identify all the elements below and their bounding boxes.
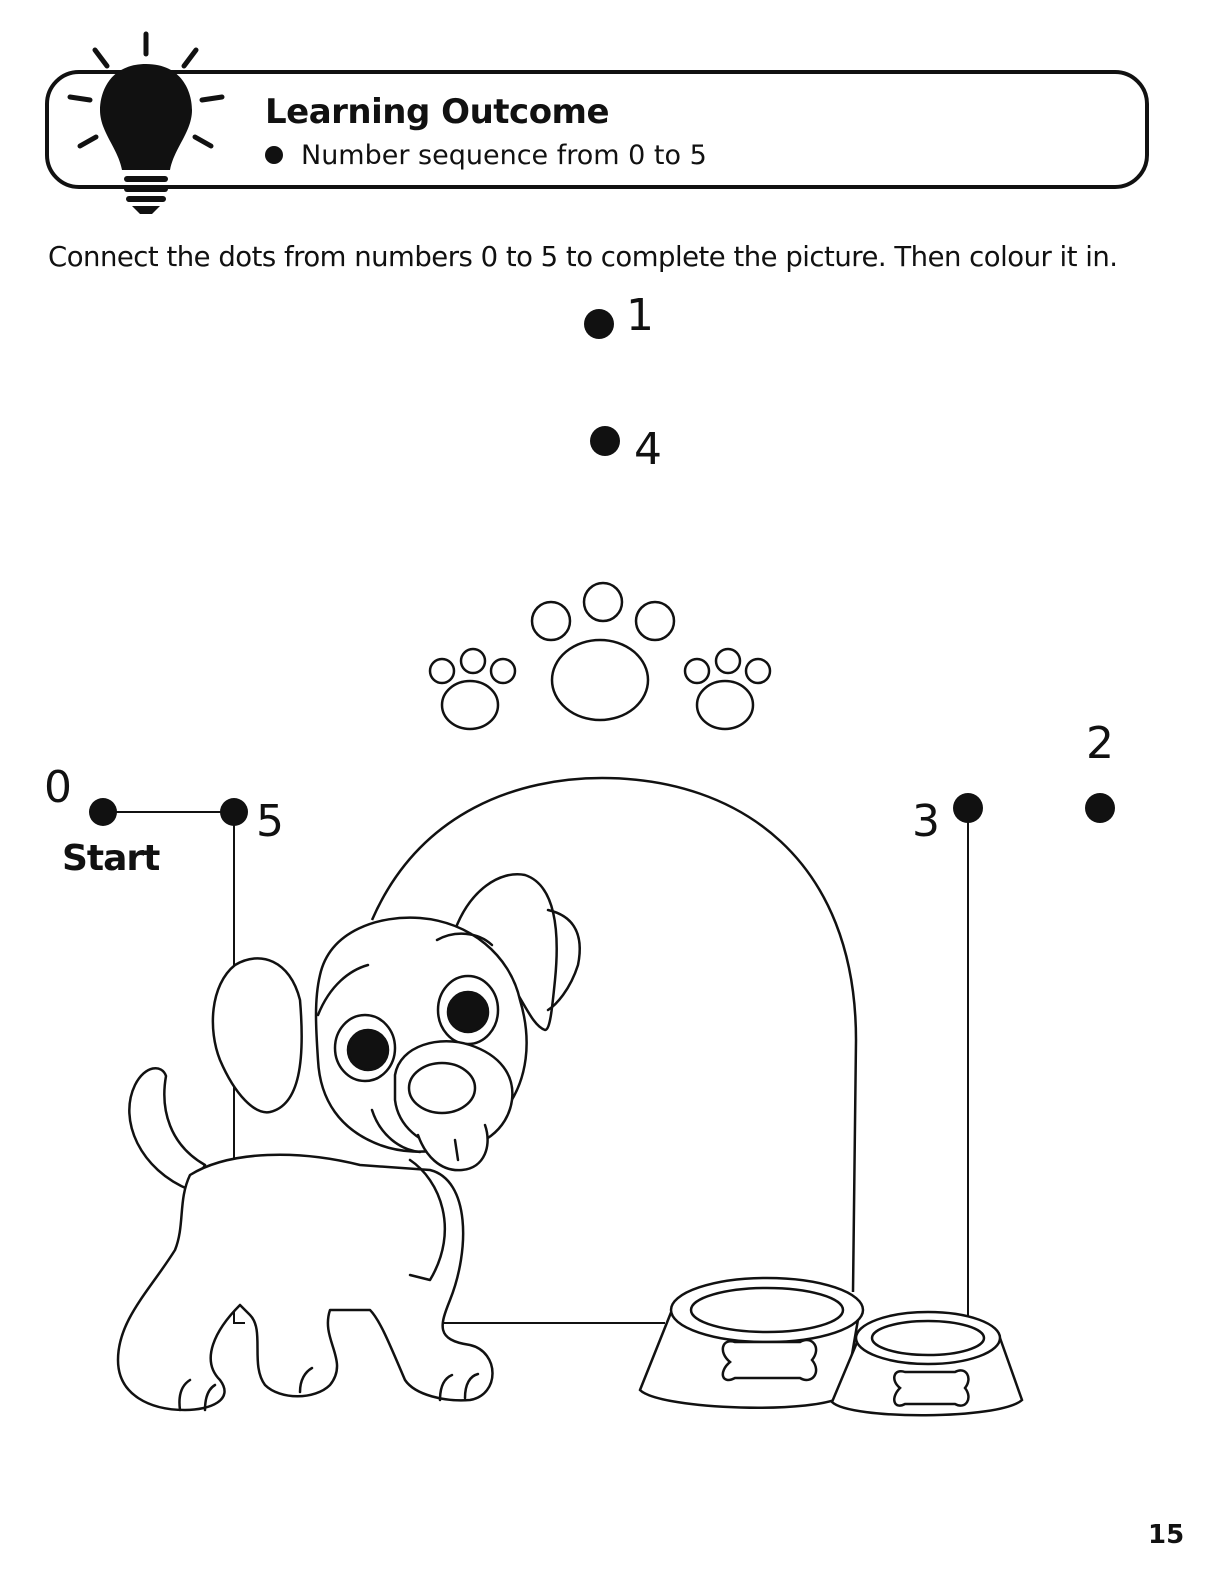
- learning-outcome-bullet: [265, 140, 707, 171]
- bone-icon: [894, 1370, 968, 1405]
- dot-label-3: 3: [912, 796, 940, 847]
- paw-print-right: [685, 649, 770, 729]
- dot-label-4: 4: [634, 424, 662, 475]
- dot-label-2: 2: [1086, 718, 1114, 769]
- bullet-icon: [265, 146, 283, 164]
- paw-print-center: [532, 583, 674, 720]
- dot-4: [590, 426, 620, 456]
- dog-bowl-large: [640, 1278, 863, 1408]
- page-number: 15: [1148, 1520, 1185, 1550]
- dot-label-0: 0: [44, 762, 72, 813]
- puppy: [118, 874, 580, 1410]
- dog-bowl-small: [832, 1312, 1022, 1415]
- dot-label-5: 5: [256, 796, 284, 847]
- connect-dots: [89, 309, 1115, 826]
- paw-prints: [430, 583, 770, 729]
- dot-1: [584, 309, 614, 339]
- paw-print-left: [430, 649, 515, 729]
- instruction-text: Connect the dots from numbers 0 to 5 to complete the picture. Then colour it in.: [48, 241, 1118, 273]
- bone-icon: [723, 1340, 816, 1380]
- start-label: Start: [62, 838, 160, 879]
- dot-label-1: 1: [626, 290, 654, 341]
- learning-outcome-title: Learning Outcome: [265, 92, 610, 132]
- dot-2: [1085, 793, 1115, 823]
- learning-outcome-text: Number sequence from 0 to 5: [301, 140, 707, 171]
